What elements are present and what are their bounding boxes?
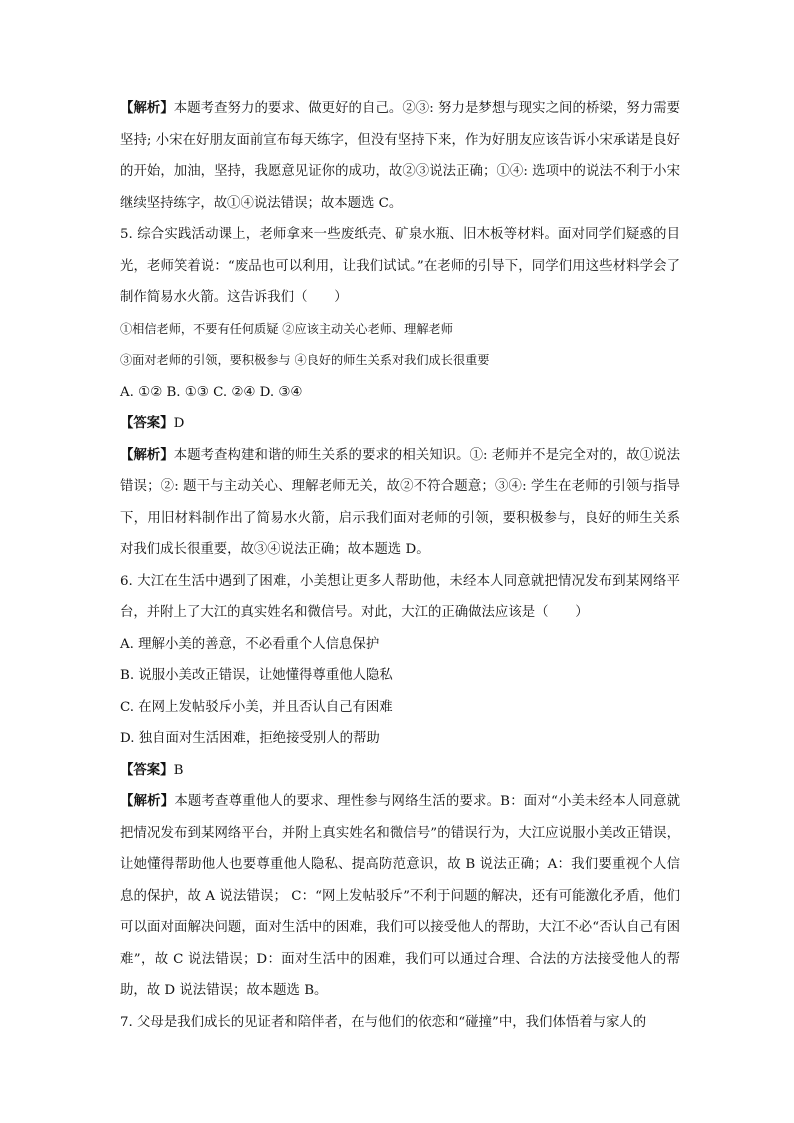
analysis-text: 本题考查构建和谐的师生关系的要求的相关知识。①: 老师并不是完全对的，故①说法错误；②: 题干与主动关心、理解老师无关，故②不符合题意；③④: 学生在老师的引领与指导下，用旧材料制作出了简易水火箭，启示我们面对老师的引领，要积极参与，良好的师生关系对我们成长很重要，故③④说法正确；故本题选 D。 [120, 447, 681, 557]
document-page [120, 93, 680, 1038]
analysis-paragraph-q4 [120, 93, 680, 219]
question-6-stem: 6. 大江在生活中遇到了困难，小美想让更多人帮助他，未经本人同意就把情况发布到某网络平台，并附上了大江的真实姓名和微信号。对此，大江的正确做法应该是（ ） [120, 573, 680, 620]
question-6-option-a: A. 理解小美的善意，不必看重个人信息保护 [120, 636, 380, 652]
question-5-answer [120, 408, 680, 440]
analysis-tag: 【解析】 [120, 446, 174, 463]
question-5-statements-line-2: ③面对老师的引领，要积极参与 ④良好的师生关系对我们成长很重要 [120, 353, 490, 367]
analysis-text: 本题考查努力的要求、做更好的自己。②③: 努力是梦想与现实之间的桥梁，努力需要坚持; 小宋在好朋友面前宣布每天练字，但没有坚持下来，作为好朋友应该告诉小宋承诺是良好的开始，加油，坚持，我愿意见证你的成功，故②③说法正确；①④: 选项中的说法不利于小宋继续坚持练字，故①④说法错误；故本题选 C。 [120, 101, 681, 211]
answer-value: D [173, 416, 185, 431]
question-6-option-c: C. 在网上发帖驳斥小美，并且否认自己有困难 [120, 699, 393, 715]
question-6-analysis [120, 786, 680, 1007]
question-6-option-b: B. 说服小美改正错误，让她懂得尊重他人隐私 [120, 668, 393, 683]
answer-tag: 【答案】 [120, 415, 174, 431]
question-5-statements-line-1: ①相信老师，不要有任何质疑 ②应该主动关心老师、理解老师 [120, 321, 453, 336]
analysis-text: 本题考查尊重他人的要求、理性参与网络生活的要求。B：面对“小美未经本人同意就把情况发布到某网络平台，并附上真实姓名和微信号”的错误行为，大江应说服小美改正错误，让她懂得帮助他人也要尊重他人隐私、提高防范意识，故 B 说法正确；A：我们要重视个人信息的保护，故 A 说法错误； C：“网上发帖驳斥”不利于问题的解决，还有可能激化矛盾，他们可以面对面解决问题，面对生活中的困难，我们可以接受他人的帮助，大江不必“否认自己有困难”，故 C 说法错误；D：面对生活中的困难，我们可以通过合理、合法的方法接受他人的帮助，故 D 说法错误；故本题选 B。 [120, 794, 680, 998]
question-7-stem: 7. 父母是我们成长的见证者和陪伴者，在与他们的依恋和“碰撞”中，我们体悟着与家人的 [120, 1014, 647, 1030]
analysis-tag: 【解析】 [120, 100, 174, 116]
question-5-analysis [120, 440, 680, 566]
question-5-choices: A. ①② B. ①③ C. ②④ D. ③④ [120, 384, 303, 400]
answer-tag: 【答案】 [120, 761, 174, 778]
analysis-tag: 【解析】 [120, 793, 175, 809]
question-6-answer [120, 755, 680, 787]
question-6-option-d: D. 独自面对生活困难，拒绝接受别人的帮助 [120, 731, 380, 746]
answer-value: B [173, 762, 184, 778]
question-5-stem: 5. 综合实践活动课上，老师拿来一些废纸壳、矿泉水瓶、旧木板等材料。面对同学们疑惑的目光，老师笑着说：“废品也可以利用，让我们试试。”在老师的引导下，同学们用这些材料学会了制作简易水火箭。这告诉我们（ ） [120, 227, 680, 305]
